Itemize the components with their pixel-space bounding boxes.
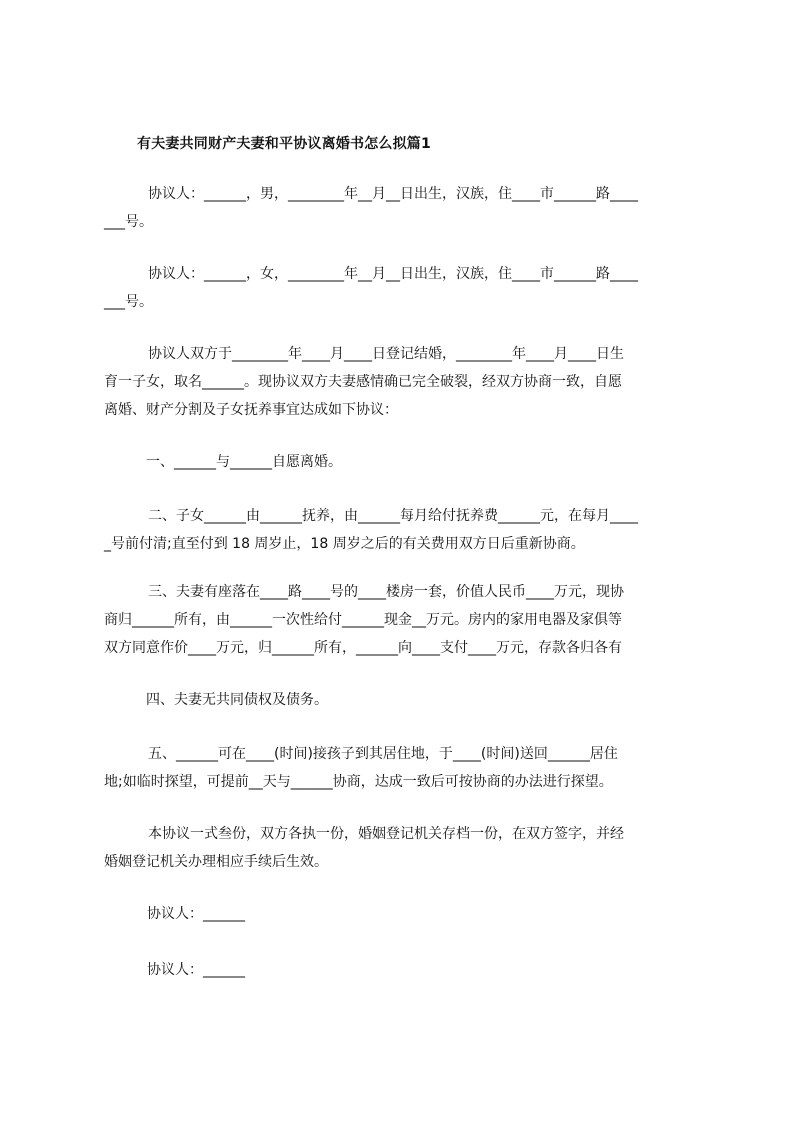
clause-5-paragraph	[104, 740, 704, 796]
intro-line-1: 协议人双方于________年____月____日登记结婚，________年____月____日生	[148, 346, 624, 362]
clause-2-line-2: _号前付清;直至付到 18 周岁止，18 周岁之后的有关费用双方日后重新协商。	[104, 536, 585, 552]
clause-4-line-1: 四、夫妻无共同债权及债务。	[146, 692, 328, 708]
document-title: 有夫妻共同财产夫妻和平协议离婚书怎么拟篇1	[137, 136, 431, 152]
intro-line-2: 育一子女，取名______。现协议双方夫妻感情确已完全破裂，经双方协商一致，自愿	[104, 374, 622, 390]
intro-line-3: 离婚、财产分割及子女抚养事宜达成如下协议：	[104, 402, 398, 418]
intro-paragraph	[104, 340, 704, 424]
clause-5-line-1: 五、______可在____(时间)接孩子到其居住地，于____(时间)送回______居住	[148, 746, 618, 762]
clause-5-line-2: 地;如临时探望，可提前__天与______协商，达成一致后可按协商的办法进行探望。	[104, 774, 613, 790]
clause-4-paragraph	[104, 686, 704, 714]
closing-paragraph	[104, 820, 704, 876]
closing-line-2: 婚姻登记机关办理相应手续后生效。	[104, 854, 328, 870]
signature-line-2: 协议人：______	[147, 962, 245, 978]
clause-1-paragraph	[104, 448, 704, 476]
party-1-line-1: 协议人：______，男，________年__月__日出生，汉族，住____市______路____	[148, 186, 638, 202]
party-1-line-2: ___号。	[104, 214, 153, 230]
clause-1-line-1: 一、______与______自愿离婚。	[146, 454, 342, 470]
clause-3-paragraph	[104, 578, 704, 662]
clause-3-line-1: 三、夫妻有座落在____路____号的____楼房一套，价值人民币____万元，现协	[148, 584, 624, 600]
clause-2-line-1: 二、子女______由______抚养，由______每月给付抚养费______元，在每月____	[148, 508, 638, 524]
clause-3-line-3: 双方同意作价____万元，归______所有，______向____支付____万元，存款各归各有	[104, 640, 622, 656]
clause-3-line-2: 商归______所有，由______一次性给付______现金__万元。房内的家用电器及家俱等	[104, 612, 622, 628]
party-2-paragraph	[104, 260, 704, 316]
closing-line-1: 本协议一式叁份，双方各执一份，婚姻登记机关存档一份，在双方签字，并经	[148, 826, 624, 842]
party-2-line-2: ___号。	[104, 294, 153, 310]
party-2-line-1: 协议人：______，女，________年__月__日出生，汉族，住____市______路____	[148, 266, 638, 282]
signature-line-1: 协议人：______	[147, 906, 245, 922]
party-1-paragraph	[104, 180, 704, 236]
clause-2-paragraph	[104, 502, 704, 558]
